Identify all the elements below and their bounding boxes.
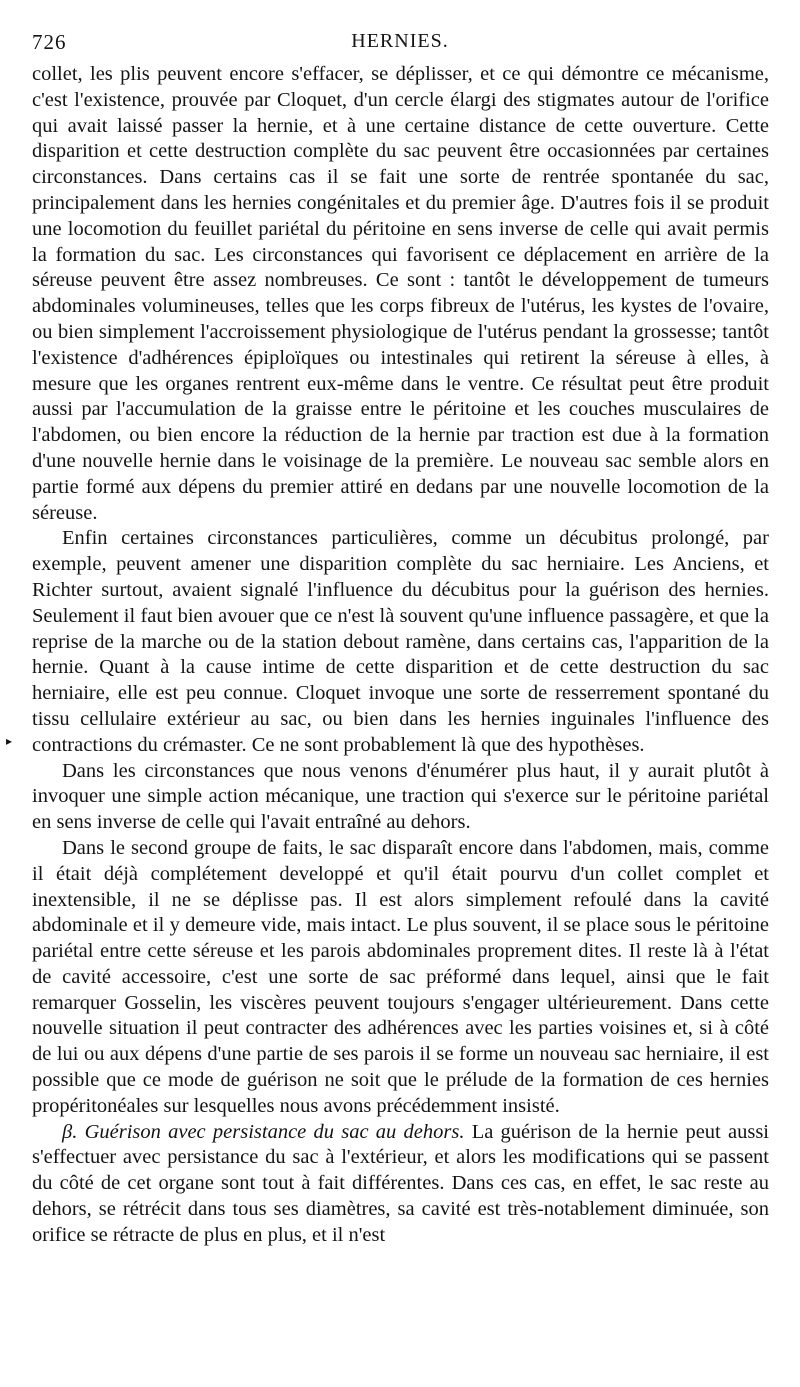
paragraph-5 xyxy=(32,1120,769,1249)
page-number: 726 xyxy=(32,30,67,54)
paragraph-4: Dans le second groupe de faits, le sac disparaît encore dans l'abdomen, mais, comme il était déjà complétement developpé et qu'il était pourvu d'un collet complet et inextensible, il ne se déplisse pas. Il est alors simplement refoulé dans la cavité abdominale et il y demeure vide, mais intact. Le plus souvent, il se place sous le péritoine pariétal entre cette séreuse et les parois abdominales proprement dites. Il reste là à l'état de cavité accessoire, c'est une sorte de sac préformé dans lequel, ainsi que le fait remarquer Gosselin, les viscères peuvent toujours s'engager ultérieurement. Dans cette nouvelle situation il peut contracter des adhérences avec les parties voisines et, si à côté de lui ou aux dépens d'une partie de ses parois il se forme un nouveau sac herniaire, il est possible que ce mode de guérison ne soit que le prélude de la formation de ces hernies propéritonéales sur lesquelles nous avons précédemment insisté. xyxy=(32,836,769,1117)
page-body xyxy=(32,62,769,1249)
margin-mark: ▸ xyxy=(6,734,13,748)
paragraph-3: Dans les circonstances que nous venons d'énumérer plus haut, il y aurait plutôt à invoquer une simple action mécanique, une traction qui s'exerce sur le péritoine pariétal en sens inverse de celle qui l'avait entraîné au dehors. xyxy=(32,759,769,834)
paragraph-1: collet, les plis peuvent encore s'effacer, se déplisser, et ce qui démontre ce mécanisme, c'est l'existence, prouvée par Cloquet, d'un cercle élargi des stigmates autour de l'orifice qui avait laissé passer la hernie, et à une certaine distance de cette ouverture. Cette disparition et cette destruction complète du sac peuvent être occasionnées par certaines circonstances. Dans certains cas il se fait une sorte de rentrée spontanée du sac, principalement dans les hernies congénitales et du premier âge. D'autres fois il se produit une locomotion du feuillet pariétal du péritoine en sens inverse de celle qui avait permis la formation du sac. Les circonstances qui favorisent ce déplacement en arrière de la séreuse peuvent être assez nombreuses. Ce sont : tantôt le développement de tumeurs abdominales volumineuses, telles que les corps fibreux de l'utérus, les kystes de l'ovaire, ou bien simplement l'accroissement physiologique de l'utérus pendant la grossesse; tantôt l'existence d'adhérences épiploïques ou intestinales qui retirent la séreuse à elles, à mesure que les organes rentrent eux-même dans le ventre. Ce résultat peut être produit aussi par l'accumulation de la graisse entre le péritoine et les couches musculaires de l'abdomen, ou bien encore la réduction de la hernie par traction est due à la formation d'une nouvelle hernie dans le voisinage de la première. Le nouveau sac semble alors en partie formé aux dépens du premier attiré en dedans par une nouvelle locomotion de la séreuse. xyxy=(32,63,769,524)
running-title: HERNIES. xyxy=(351,30,449,52)
paragraph-2: Enfin certaines circonstances particulières, comme un décubitus prolongé, par exemple, peuvent amener une disparition complète du sac herniaire. Les Anciens, et Richter surtout, avaient signalé l'influence du décubitus pour la guérison des hernies. Seulement il faut bien avouer que ce n'est là souvent qu'une influence passagère, et que la reprise de la marche ou de la station debout ramène, dans certains cas, l'apparition de la hernie. Quant à la cause intime de cette disparition et de cette destruction du sac herniaire, elle est peu connue. Cloquet invoque une sorte de resserrement spontané du tissu cellulaire extérieur au sac, ou bien dans les hernies inguinales l'influence des contractions du crémaster. Ce ne sont probablement là que des hypothèses. xyxy=(32,527,769,756)
section-heading: β. Guérison avec persistance du sac au dehors. xyxy=(62,1120,465,1143)
paragraph-5-text: La guérison de la hernie peut aussi s'effectuer avec persistance du sac à l'extérieur, et alors les modifications qui se passent du côté de cet organe sont tout à fait différentes. Dans ces cas, en effet, le sac reste au dehors, se rétrécit dans tous ses diamètres, sa cavité est très-notablement diminuée, son orifice se rétracte de plus en plus, et il n'est xyxy=(32,1120,769,1246)
page-header xyxy=(32,30,768,58)
